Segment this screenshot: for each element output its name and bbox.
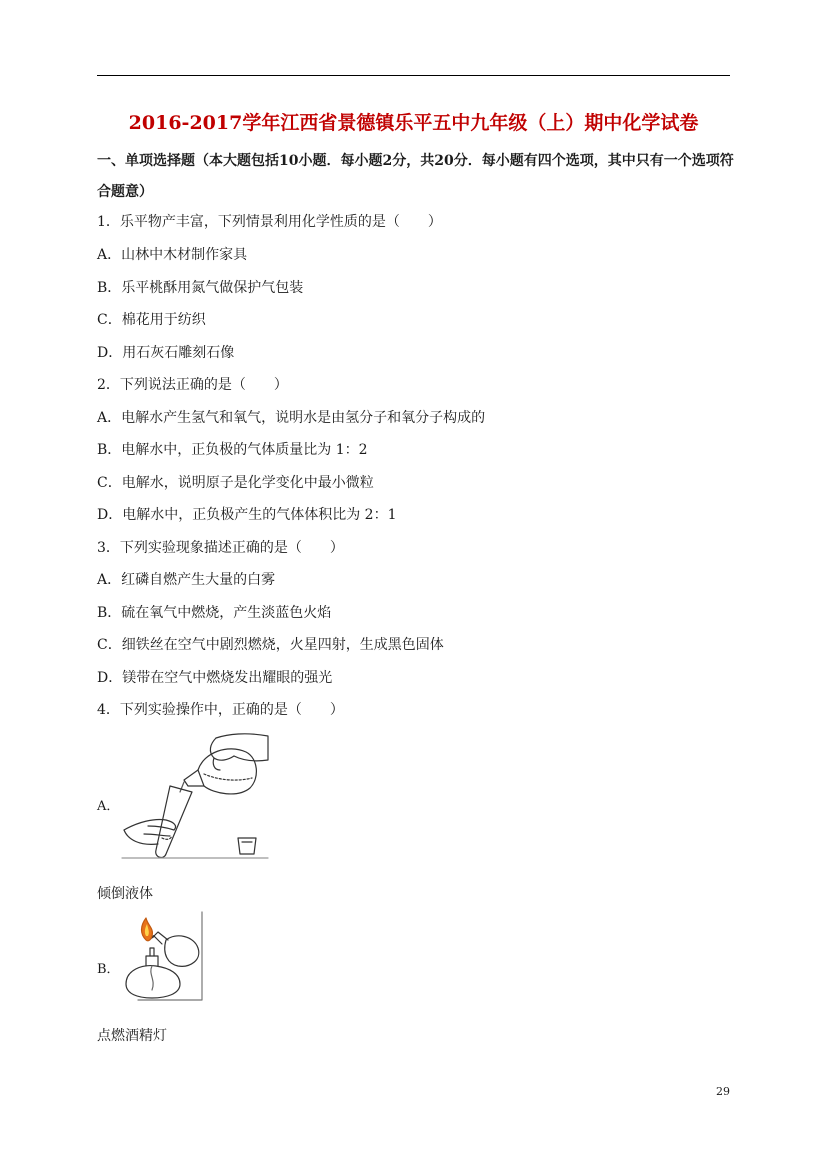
question-4-figure-b-caption: 点燃酒精灯 [97,1028,167,1044]
question-1-option-a: A．山林中木材制作家具 [97,247,248,263]
header-rule [97,75,730,76]
question-3-option-b: B．硫在氧气中燃烧，产生淡蓝色火焰 [97,605,332,621]
question-4-figure-a-label: A． [97,799,120,814]
question-3-option-c: C．细铁丝在空气中剧烈燃烧，火星四射，生成黑色固体 [97,637,444,653]
lighting-alcohol-lamp-illustration-icon [118,910,204,1002]
question-1-option-c: C．棉花用于纺织 [97,312,206,328]
question-2-option-b: B．电解水中，正负极的气体质量比为 1：2 [97,442,368,458]
question-2-stem: 2．下列说法正确的是（ ） [97,377,288,393]
question-3-option-a: A．红磷自燃产生大量的白雾 [97,572,276,588]
pouring-liquid-illustration-icon [118,730,270,860]
question-2-option-d: D．电解水中，正负极产生的气体体积比为 2：1 [97,507,397,523]
question-3-stem: 3．下列实验现象描述正确的是（ ） [97,540,344,556]
page-number: 29 [716,1085,730,1098]
question-4-figure-b-label: B． [97,962,120,977]
page-title: 2016-2017学年江西省景德镇乐平五中九年级（上）期中化学试卷 [128,112,699,134]
question-1-stem: 1．乐平物产丰富，下列情景利用化学性质的是（ ） [97,214,442,230]
question-1-option-b: B．乐平桃酥用氮气做保护气包装 [97,280,304,296]
question-2-option-c: C．电解水，说明原子是化学变化中最小微粒 [97,475,374,491]
section-heading: 一、单项选择题（本大题包括10小题．每小题2分，共20分．每小题有四个选项，其中只有一个选项符合题意） [97,153,734,200]
question-4-figure-a-caption: 倾倒液体 [97,886,153,902]
question-2-option-a: A．电解水产生氢气和氧气，说明水是由氢分子和氧分子构成的 [97,410,486,426]
question-4-stem: 4．下列实验操作中，正确的是（ ） [97,702,344,718]
question-3-option-d: D．镁带在空气中燃烧发出耀眼的强光 [97,670,333,686]
question-1-option-d: D．用石灰石雕刻石像 [97,345,235,361]
